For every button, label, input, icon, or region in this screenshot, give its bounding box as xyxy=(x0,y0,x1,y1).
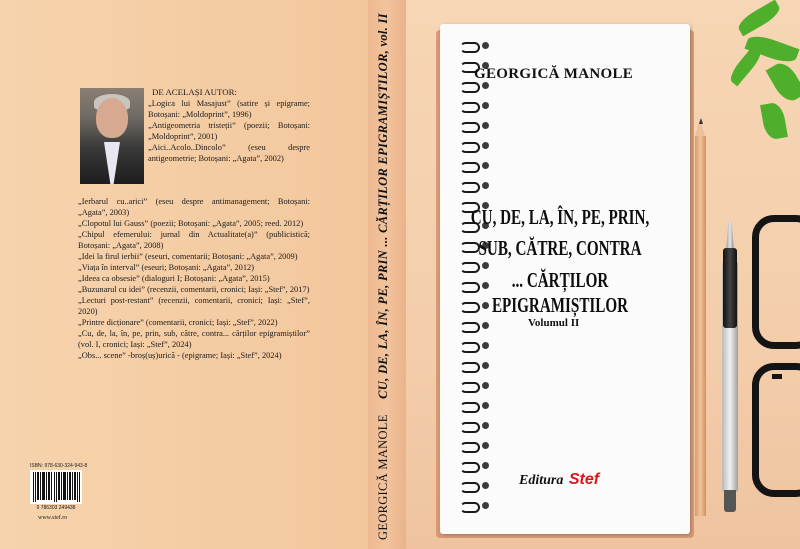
bibliography-item: „Logica lui Masajust” (satire și epigrame; Botoșani: „Moldoprint”, 1996) xyxy=(148,99,310,119)
spine-title: CU, DE, LA, ÎN, PE, PRIN ... CĂRȚILOR EPIGRAMIȘTILOR, vol. II xyxy=(376,13,390,399)
publisher-name: Stef xyxy=(568,471,600,488)
pen-end xyxy=(724,490,736,512)
spiral-ring-icon xyxy=(460,442,480,453)
volume-label: Volumul II xyxy=(528,317,580,329)
plant-leaf-icon xyxy=(760,101,788,140)
bibliography-item: „Ideea ca obsesie” (dialoguri I; Botoșani: „Agata”, 2015) xyxy=(78,274,270,283)
spiral-ring-icon xyxy=(460,402,480,413)
bibliography-item: „Lecturi post-restant” (recenzii, comentarii, cronici; Iași: „Stef”, 2020) xyxy=(78,296,310,316)
glasses-lens xyxy=(752,363,800,497)
ring-hole xyxy=(482,342,489,349)
bibliography-heading: DE ACELAȘI AUTOR: xyxy=(152,87,237,97)
ring-hole xyxy=(482,402,489,409)
bibliography-list-bottom xyxy=(78,196,310,361)
front-author: GEORGICĂ MANOLE xyxy=(474,66,634,82)
spine-text xyxy=(376,13,391,540)
ring-hole xyxy=(482,322,489,329)
isbn-label: ISBN: 978-630-324-943-8 xyxy=(30,463,88,469)
author-shirt xyxy=(104,142,120,184)
spiral-ring-icon xyxy=(460,42,480,53)
spiral-ring-icon xyxy=(460,482,480,493)
bibliography-list-top xyxy=(148,98,310,164)
bibliography-item: „Printre dicționare” (comentarii, cronici; Iași: „Stef”, 2022) xyxy=(78,318,278,327)
bibliography-item: „Clopotul lui Gauss” (poezii; Botoșani: „Agata”, 2005; reed. 2012) xyxy=(78,219,304,228)
plant-leaf-icon xyxy=(766,59,800,106)
barcode-number: 9 786303 249438 xyxy=(36,505,76,511)
title-line: CU, DE, LA, ÎN, PE, PRIN, xyxy=(470,205,650,229)
spine-author: GEORGICĂ MANOLE xyxy=(376,414,390,540)
spiral-ring-icon xyxy=(460,502,480,513)
plant-leaf-icon xyxy=(726,44,765,87)
ring-hole xyxy=(482,482,489,489)
ring-hole xyxy=(482,362,489,369)
bibliography-item: „Obs... scene” -broș(uș)urică - (epigrame; Iași: „Stef”, 2024) xyxy=(78,351,282,360)
spiral-ring-icon xyxy=(460,142,480,153)
ring-hole xyxy=(482,382,489,389)
spiral-ring-icon xyxy=(460,422,480,433)
plant-leaf-icon xyxy=(735,0,783,36)
pencil-lead xyxy=(699,118,703,124)
ring-hole xyxy=(482,422,489,429)
bibliography-item: „Chipul efemerului: jurnal din Actualitate(a)” (publicistică; Botoșani: „Agata”, 2008) xyxy=(78,230,310,250)
eyeglasses-icon xyxy=(748,205,800,545)
glasses-lens xyxy=(752,215,800,349)
bibliography-item: „Antigeometria tristeții” (poezii; Botoșani: „Moldoprint”, 2001) xyxy=(148,121,310,141)
ring-hole xyxy=(482,142,489,149)
publisher-prefix: Editura xyxy=(519,473,564,488)
ring-hole xyxy=(482,162,489,169)
barcode-icon xyxy=(30,470,82,504)
spiral-ring-icon xyxy=(460,162,480,173)
spiral-ring-icon xyxy=(460,342,480,353)
pen-grip xyxy=(723,248,737,328)
pencil-icon xyxy=(695,136,706,516)
publisher-website: www.stef.ro xyxy=(38,515,68,521)
title-line: ... CĂRȚILOR EPIGRAMIȘTILOR xyxy=(491,268,629,317)
bibliography-item: „Ierbarul cu..arici” (eseu despre antimanagement; Botoșani: „Agata”, 2003) xyxy=(78,197,310,217)
ring-hole xyxy=(482,122,489,129)
publisher-logo xyxy=(519,471,599,489)
spiral-ring-icon xyxy=(460,82,480,93)
ring-hole xyxy=(482,442,489,449)
spiral-ring-icon xyxy=(460,102,480,113)
ring-hole xyxy=(482,42,489,49)
bibliography-item: „Idei la firul ierbii” (eseuri, comentarii; Botoșani: „Agata”, 2009) xyxy=(78,252,298,261)
spiral-ring-icon xyxy=(460,382,480,393)
title-line: SUB, CĂTRE, CONTRA xyxy=(478,236,642,260)
bibliography-item: „Viața în interval” (eseuri; Botoșani: „Agata”, 2012) xyxy=(78,263,255,272)
author-photo xyxy=(80,88,144,184)
author-face xyxy=(96,98,128,138)
ring-hole xyxy=(482,462,489,469)
ring-hole xyxy=(482,102,489,109)
bibliography-item: „Aici..Acolo..Dincolo” (eseu despre antigeometrie; Botoșani: „Agata”, 2002) xyxy=(148,143,310,163)
spiral-ring-icon xyxy=(460,122,480,133)
ring-hole xyxy=(482,502,489,509)
spiral-ring-icon xyxy=(460,462,480,473)
ring-hole xyxy=(482,82,489,89)
spiral-ring-icon xyxy=(460,182,480,193)
bibliography-item: „Cu, de, la, în, pe, prin, sub, către, contra... cărților epigramiștilor” (vol. I, cronici; Iași: „Stef”, 2024) xyxy=(78,329,310,349)
ring-hole xyxy=(482,182,489,189)
spiral-ring-icon xyxy=(460,362,480,373)
spiral-ring-icon xyxy=(460,322,480,333)
bibliography-item: „Buzunarul cu idei” (recenzii, comentarii, cronici; Iași: „Stef”, 2017) xyxy=(78,285,310,294)
